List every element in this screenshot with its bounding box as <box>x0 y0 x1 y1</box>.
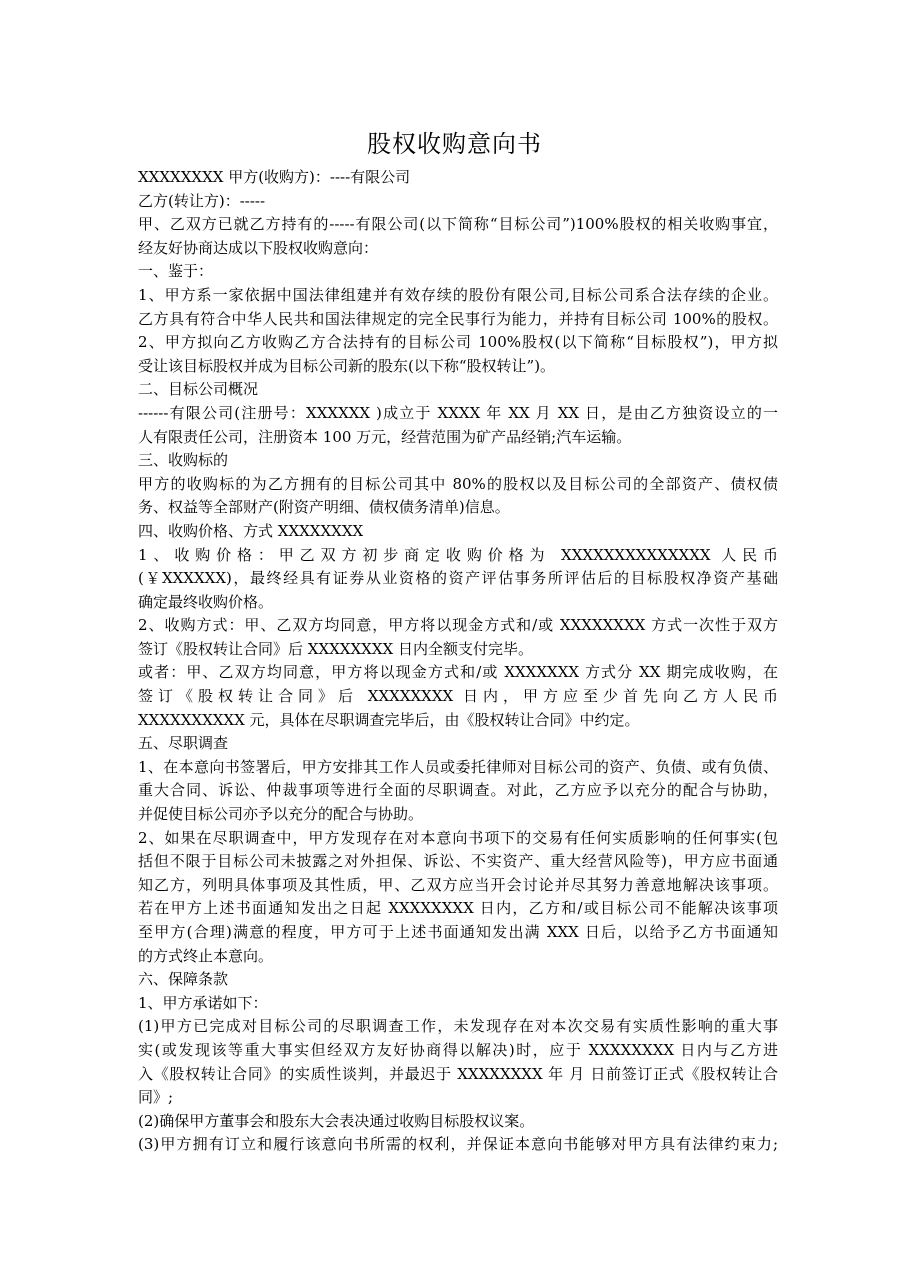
text-line: 实(或发现该等重大事实但经双方友好协商得以解决)时，应于 XXXXXXXX 日内与乙方进 <box>138 1040 778 1059</box>
text-line: XXXXXXXXXX 元，具体在尽职调查完毕后，由《股权转让合同》中约定。 <box>138 710 640 729</box>
text-line: 甲方的收购标的为乙方拥有的目标公司其中 80%的股权以及目标公司的全部资产、债权债 <box>138 474 778 493</box>
text-line: 2、收购方式：甲、乙双方均同意，甲方将以现金方式和/或 XXXXXXXX 方式一次性于双方 <box>138 616 778 635</box>
text-line: 1、在本意向书签署后，甲方安排其工作人员或委托律师对目标公司的资产、负债、或有负债、 <box>138 757 778 776</box>
text-line: (3)甲方拥有订立和履行该意向书所需的权利，并保证本意向书能够对甲方具有法律约束力; <box>138 1135 778 1154</box>
text-line: 经友好协商达成以下股权收购意向： <box>138 238 379 257</box>
text-line: XXXXXXXX 甲方(收购方)：----有限公司 <box>138 168 411 186</box>
section-heading: 五、尽职调查 <box>138 734 229 753</box>
text-line: 签订《股权转让合同》后 XXXXXXXX 日内全额支付完毕。 <box>138 639 533 658</box>
section-heading: 四、收购价格、方式 XXXXXXXX <box>138 521 364 540</box>
text-line: 受让该目标股权并成为目标公司新的股东(以下称“股权转让”)。 <box>138 356 556 375</box>
text-line: 知乙方，列明具体事项及其性质，甲、乙双方应当开会讨论并尽其努力善意地解决该事项。 <box>138 875 778 894</box>
text-line: ------有限公司(注册号：XXXXXX )成立于 XXXX 年 XX 月 XX 日，是由乙方独资设立的一 <box>138 403 778 422</box>
text-line: 1、甲方承诺如下： <box>138 993 268 1012</box>
text-line: 至甲方(合理)满意的程度，甲方可于上述书面通知发出满 XXX 日后，以给予乙方书面通知 <box>138 923 778 941</box>
text-line: (1)甲方已完成对目标公司的尽职调查工作，未发现存在对本次交易有实质性影响的重大事 <box>138 1017 778 1036</box>
text-line: 甲、乙双方已就乙方持有的-----有限公司(以下简称“目标公司”)100%股权的相关收购事宜， <box>138 215 778 234</box>
document-body <box>138 166 778 1157</box>
text-line: 或者：甲、乙双方均同意，甲方将以现金方式和/或 XXXXXXX 方式分 XX 期完成收购，在 <box>138 663 778 682</box>
text-line: (￥XXXXXX)，最终经具有证券从业资格的资产评估事务所评估后的目标股权净资产基础 <box>138 569 778 588</box>
text-line: 务、权益等全部财产(附资产明细、债权债务清单)信息。 <box>138 498 510 517</box>
section-heading: 三、收购标的 <box>138 451 229 470</box>
text-line: 乙方(转让方)：----- <box>138 191 266 210</box>
text-line: 2、如果在尽职调查中，甲方发现存在对本意向书项下的交易有任何实质影响的任何事实(包 <box>138 828 778 847</box>
text-line: (2)确保甲方董事会和股东大会表决通过收购目标股权议案。 <box>138 1111 535 1130</box>
text-line: 并促使目标公司亦予以充分的配合与协助。 <box>138 805 424 824</box>
section-heading: 二、目标公司概况 <box>138 380 259 399</box>
section-heading: 六、保障条款 <box>138 970 229 989</box>
text-line: 签订《股权转让合同》后 XXXXXXXX 日内，甲方应至少首先向乙方人民币 <box>138 687 778 706</box>
text-line: 入《股权转让合同》的实质性谈判，并最迟于 XXXXXXXX 年 月 日前签订正式《股权转让合 <box>138 1064 778 1083</box>
text-line: 人有限责任公司，注册资本 100 万元，经营范围为矿产品经销;汽车运输。 <box>138 427 632 446</box>
text-line: 的方式终止本意向。 <box>138 946 274 965</box>
text-line: 括但不限于目标公司未披露之对外担保、诉讼、不实资产、重大经营风险等)，甲方应书面通 <box>138 852 778 871</box>
section-heading: 一、鉴于： <box>138 262 214 281</box>
text-line: 1、甲方系一家依据中国法律组建并有效存续的股份有限公司,目标公司系合法存续的企业。 <box>138 285 778 304</box>
document-title: 股权收购意向书 <box>367 130 542 158</box>
text-line: 2、甲方拟向乙方收购乙方合法持有的目标公司 100%股权(以下简称“目标股权”)，甲方拟 <box>138 333 778 352</box>
text-line: 确定最终收购价格。 <box>138 592 274 611</box>
text-line: 同》; <box>138 1088 174 1107</box>
text-line: 重大合同、诉讼、仲裁事项等进行全面的尽职调查。对此，乙方应予以充分的配合与协助， <box>138 781 778 800</box>
text-line: 乙方具有符合中华人民共和国法律规定的完全民事行为能力，并持有目标公司 100%的股权。 <box>138 309 778 328</box>
text-line: 1、收购价格：甲乙双方初步商定收购价格为 XXXXXXXXXXXXXX 人民币 <box>138 545 778 564</box>
text-line: 若在甲方上述书面通知发出之日起 XXXXXXXX 日内，乙方和/或目标公司不能解决该事项 <box>138 899 778 918</box>
